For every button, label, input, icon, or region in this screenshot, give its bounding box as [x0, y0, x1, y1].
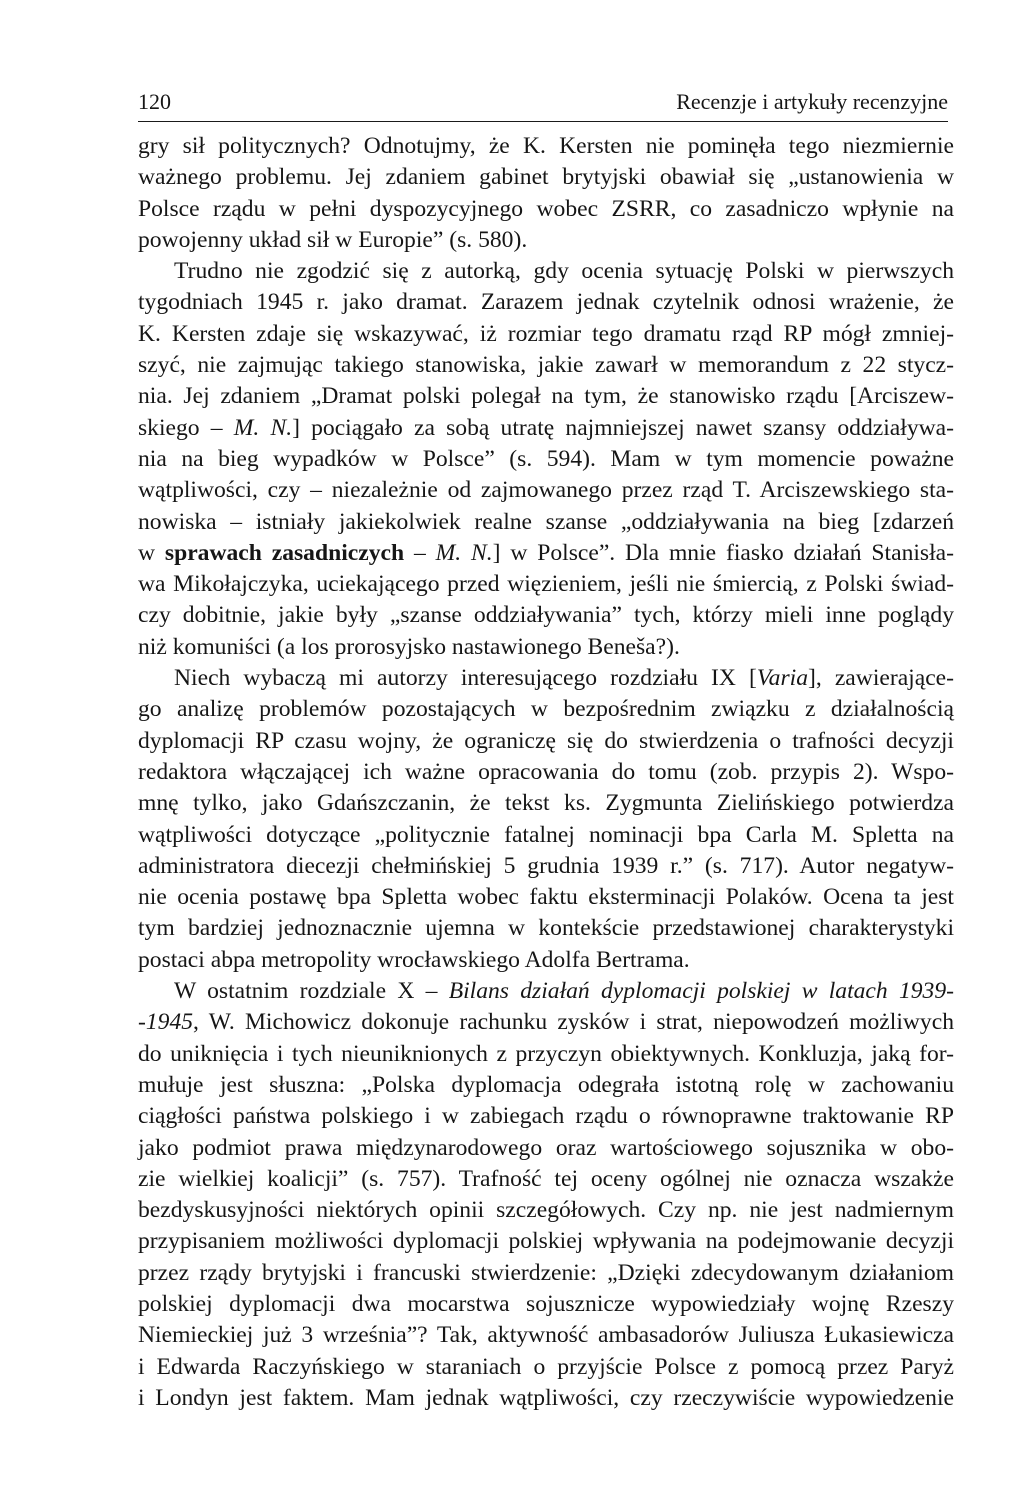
- text-run: jako podmiot prawa międzynarodowego oraz wartościowego sojusznika w obo-: [138, 1134, 954, 1161]
- text-run: przez rządy brytyjski i francuski stwierdzenie: „Dzięki zdecydowanym działaniom: [138, 1259, 954, 1286]
- text-line: [138, 194, 954, 225]
- text-run: zie wielkiej koalicji” (s. 757). Trafność tej oceny ogólnej nie oznacza wszakże: [138, 1165, 954, 1192]
- text-line: [138, 507, 954, 538]
- text-run: mnę tylko, jako Gdańszczanin, że tekst ks. Zygmunta Zielińskiego potwierdza: [138, 790, 954, 817]
- text-run: redaktora włączającej ich ważne opracowania do tomu (zob. przypis 2). Wspo-: [138, 758, 954, 785]
- text-run: ciągłości państwa polskiego i w zabiegach rządu o równoprawne traktowanie RP: [138, 1103, 954, 1130]
- text-run: ważnego problemu. Jej zdaniem gabinet brytyjski obawiał się „ustanowienia w: [138, 164, 954, 191]
- text-run: dyplomacji RP czasu wojny, że ograniczę się do stwierdzenia o trafności decyzji: [138, 727, 954, 754]
- text-line: [138, 569, 954, 600]
- text-line: [138, 225, 954, 256]
- text-line: [138, 1133, 954, 1164]
- text-line: [138, 538, 954, 569]
- text-line: [138, 882, 954, 913]
- text-run: bezdyskusyjności niektórych opinii szczegółowych. Czy np. nie jest nadmiernym: [138, 1197, 954, 1224]
- text-run: postaci abpa metropolity wrocławskiego Adolfa Bertrama.: [138, 946, 690, 973]
- text-line: [138, 1289, 954, 1320]
- text-run: skiego –: [138, 414, 234, 441]
- text-line: [138, 1258, 954, 1289]
- text-line: [138, 1039, 954, 1070]
- text-line: [138, 1352, 954, 1383]
- text-run: ], zawierające-: [808, 665, 955, 692]
- text-line: [138, 632, 954, 663]
- italic-run: Varia: [756, 665, 808, 692]
- text-run: czy dobitnie, jakie były „szanse oddziaływania” tych, którzy mieli inne poglądy: [138, 602, 954, 629]
- text-run: , W. Michowicz dokonuje rachunku zysków i strat, niepowodzeń możliwych: [193, 1009, 954, 1036]
- text-line: [138, 413, 954, 444]
- text-line: [138, 820, 954, 851]
- text-run: nia na bieg wypadków w Polsce” (s. 594). Mam w tym momencie poważne: [138, 445, 954, 472]
- text-run: i Londyn jest faktem. Mam jednak wątpliwości, czy rzeczywiście wypowiedzenie: [138, 1384, 954, 1411]
- text-run: tygodniach 1945 r. jako dramat. Zarazem jednak czytelnik odnosi wrażenie, że: [138, 289, 954, 316]
- text-run: polskiej dyplomacji dwa mocarstwa sojusznicze wypowiedziały wojnę Rzeszy: [138, 1290, 954, 1317]
- text-line: [138, 1070, 954, 1101]
- text-line: [138, 1320, 954, 1351]
- text-run: powojenny układ sił w Europie” (s. 580).: [138, 226, 528, 253]
- italic-run: M. N.: [233, 414, 293, 441]
- body-text: [138, 131, 954, 1414]
- text-line: [138, 287, 954, 318]
- text-run: go analizę problemów pozostających w bezpośrednim związku z działalnością: [138, 696, 954, 723]
- text-run: W ostatnim rozdziale X –: [174, 978, 449, 1005]
- text-line: [138, 131, 954, 162]
- text-line: [138, 600, 954, 631]
- text-line: [138, 976, 954, 1007]
- text-run: nia. Jej zdaniem „Dramat polski polegał na tym, że stanowisko rządu [Arciszew-: [138, 383, 954, 410]
- text-run: ] pociągało za sobą utratę najmniejszej nawet szansy oddziaływa-: [292, 414, 954, 441]
- text-line: [138, 1383, 954, 1414]
- text-line: [138, 256, 954, 287]
- text-run: Polsce rządu w pełni dyspozycyjnego wobec ZSRR, co zasadniczo wpłynie na: [138, 195, 954, 222]
- running-title: Recenzje i artykuły recenzyjne: [676, 89, 948, 114]
- text-run: wątpliwości, czy – niezależnie od zajmowanego przez rząd T. Arciszewskiego sta-: [138, 477, 954, 504]
- text-run: nowiska – istniały jakiekolwiek realne szanse „oddziaływania na bieg [zdarzeń: [138, 508, 954, 535]
- text-run: wa Mikołajczyka, uciekającego przed więzieniem, jeśli nie śmiercią, z Polski świad-: [138, 571, 954, 598]
- bold-run: sprawach zasadniczych: [164, 539, 405, 566]
- text-line: [138, 757, 954, 788]
- text-line: [138, 162, 954, 193]
- text-line: [138, 1226, 954, 1257]
- text-line: [138, 726, 954, 757]
- italic-run: Bilans działań dyplomacji polskiej w latach 1939-: [448, 978, 954, 1005]
- italic-run: -1945: [138, 1009, 194, 1036]
- text-line: [138, 1164, 954, 1195]
- text-line: [138, 1195, 954, 1226]
- text-run: nie ocenia postawę bpa Spletta wobec faktu eksterminacji Polaków. Ocena ta jest: [138, 884, 954, 911]
- text-run: niż komuniści (a los prorosyjsko nastawionego Beneša?).: [138, 633, 680, 660]
- text-line: [138, 350, 954, 381]
- text-run: przypisaniem możliwości dyplomacji polskiej wpływania na podejmowanie decyzji: [138, 1228, 954, 1255]
- header-rule: [138, 121, 948, 122]
- text-run: Trudno nie zgodzić się z autorką, gdy ocenia sytuację Polski w pierwszych: [174, 258, 954, 285]
- text-run: Niemieckiej już 3 września”? Tak, aktywność ambasadorów Juliusza Łukasiewicza: [138, 1322, 954, 1349]
- text-run: tym bardziej jednoznacznie ujemna w kontekście przedstawionej charakterystyki: [138, 915, 954, 942]
- text-line: [138, 475, 954, 506]
- text-line: [138, 444, 954, 475]
- text-run: gry sił politycznych? Odnotujmy, że K. Kersten nie pominęła tego niezmiernie: [138, 133, 954, 159]
- text-run: administratora diecezji chełmińskiej 5 grudnia 1939 r.” (s. 717). Autor negatyw-: [138, 852, 954, 879]
- text-run: ] w Polsce”. Dla mnie fiasko działań Stanisła-: [492, 539, 955, 566]
- page-number: 120: [138, 89, 171, 114]
- text-line: [138, 381, 954, 412]
- text-run: wątpliwości dotyczące „politycznie fatalnej nominacji bpa Carla M. Spletta na: [138, 821, 954, 848]
- text-run: mułuje jest słuszna: „Polska dyplomacja odegrała istotną rolę w zachowaniu: [138, 1071, 954, 1098]
- text-line: [138, 1101, 954, 1132]
- text-line: [138, 945, 954, 976]
- text-line: [138, 851, 954, 882]
- text-line: [138, 663, 954, 694]
- text-run: –: [404, 539, 436, 566]
- text-line: [138, 913, 954, 944]
- text-line: [138, 694, 954, 725]
- italic-run: M. N.: [435, 539, 493, 566]
- text-run: szyć, nie zajmując takiego stanowiska, jakie zawarł w memorandum z 22 stycz-: [138, 352, 954, 379]
- text-run: i Edwarda Raczyńskiego w staraniach o przyjście Polsce z pomocą przez Paryż: [138, 1353, 954, 1380]
- text-run: w: [138, 539, 165, 566]
- text-line: [138, 319, 954, 350]
- running-header: [138, 88, 948, 116]
- text-run: K. Kersten zdaje się wskazywać, iż rozmiar tego dramatu rząd RP mógł zmniej-: [138, 320, 954, 347]
- text-line: [138, 1007, 954, 1038]
- text-run: Niech wybaczą mi autorzy interesującego rozdziału IX [: [174, 665, 757, 692]
- text-run: do uniknięcia i tych nieuniknionych z przyczyn obiektywnych. Konkluzja, jaką for-: [138, 1040, 954, 1067]
- text-line: [138, 788, 954, 819]
